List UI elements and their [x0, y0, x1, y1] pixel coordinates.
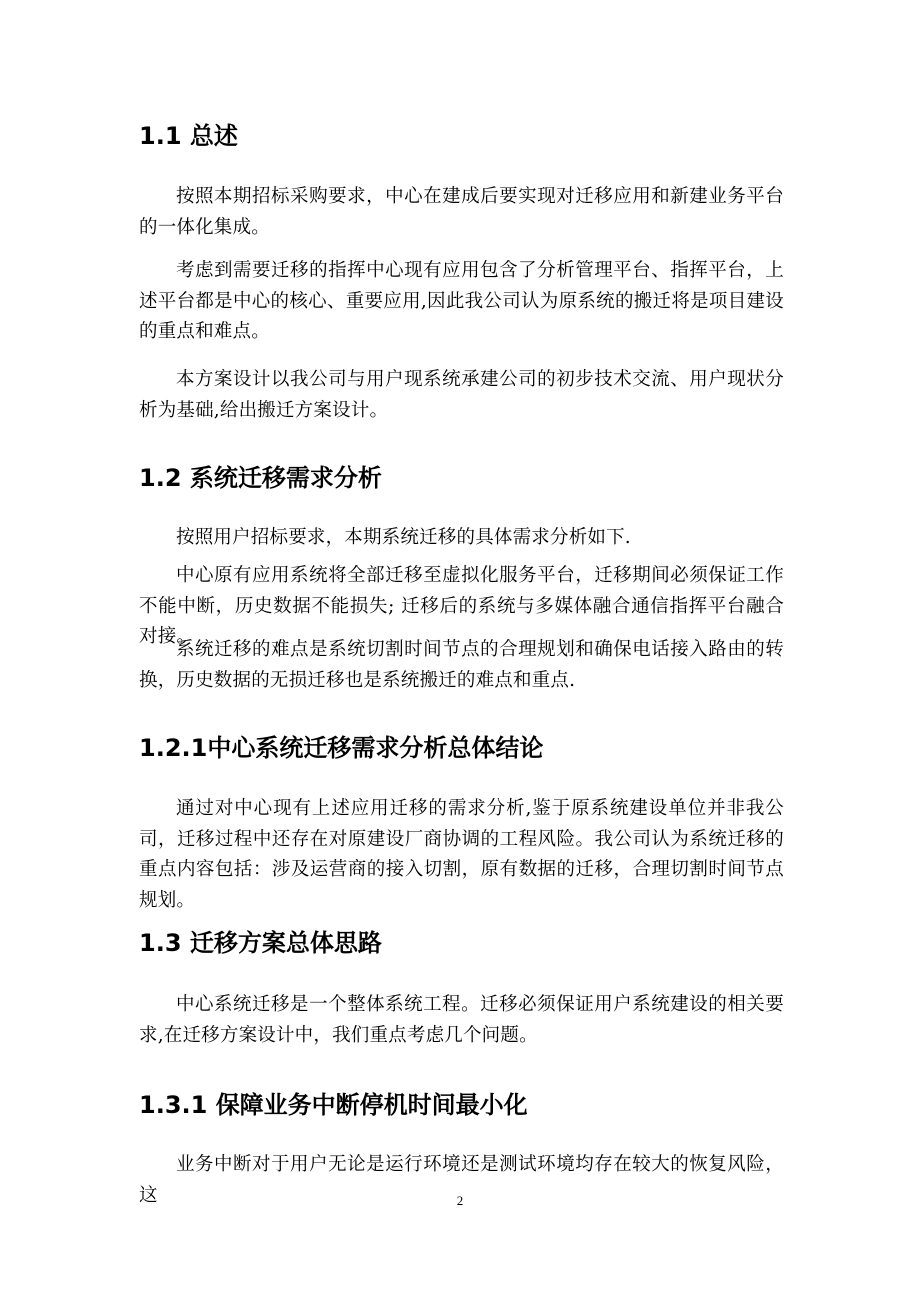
heading-1-2-1: 1.2.1中心系统迁移需求分析总体结论 [139, 734, 544, 762]
paragraph: 通过对中心现有上述应用迁移的需求分析,鉴于原系统建设单位并非我公司，迁移过程中还存在对原建设厂商协调的工程风险。我公司认为系统迁移的重点内容包括：涉及运营商的接入切割，原有数据的迁移，合理切割时间节点规划。 [139, 798, 784, 911]
paragraph: 中心原有应用系统将全部迁移至虚拟化服务平台，迁移期间必须保证工作不能中断，历史数据不能损失; 迁移后的系统与多媒体融合通信指挥平台融合对接。 [139, 565, 784, 647]
paragraph: 本方案设计以我公司与用户现系统承建公司的初步技术交流、用户现状分析为基础,给出搬迁方案设计。 [139, 369, 784, 421]
paragraph: 按照用户招标要求，本期系统迁移的具体需求分析如下. [176, 527, 631, 548]
paragraph: 中心系统迁移是一个整体系统工程。迁移必须保证用户系统建设的相关要求,在迁移方案设计中，我们重点考虑几个问题。 [139, 994, 784, 1046]
heading-1-3: 1.3 迁移方案总体思路 [139, 929, 382, 957]
heading-1-3-1: 1.3.1 保障业务中断停机时间最小化 [139, 1091, 528, 1119]
paragraph: 考虑到需要迁移的指挥中心现有应用包含了分析管理平台、指挥平台，上述平台都是中心的核心、重要应用,因此我公司认为原系统的搬迁将是项目建设的重点和难点。 [139, 260, 784, 342]
page-number: 2 [456, 1193, 464, 1208]
heading-1-1: 1.1 总述 [139, 122, 238, 150]
paragraph: 业务中断对于用户无论是运行环境还是测试环境均存在较大的恢复风险，这 [139, 1154, 784, 1206]
paragraph: 系统迁移的难点是系统切割时间节点的合理规划和确保电话接入路由的转换，历史数据的无损迁移也是系统搬迁的难点和重点. [139, 639, 784, 691]
paragraph: 按照本期招标采购要求，中心在建成后要实现对迁移应用和新建业务平台的一体化集成。 [139, 186, 784, 238]
heading-1-2: 1.2 系统迁移需求分析 [139, 464, 382, 492]
